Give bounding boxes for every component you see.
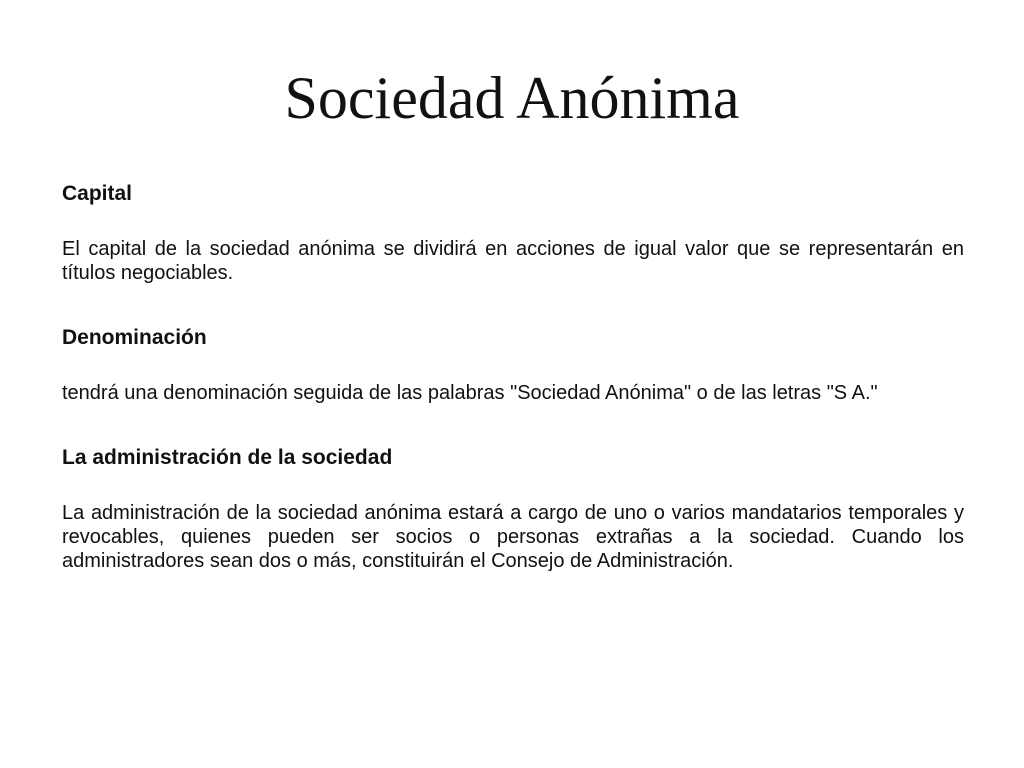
section-heading-administracion: La administración de la sociedad — [62, 446, 393, 469]
section-text-denominacion: tendrá una denominación seguida de las palabras "Sociedad Anónima" o de las letras "S A." — [62, 382, 878, 404]
section-text-administracion: La administración de la sociedad anónima estará a cargo de uno o varios mandatarios temporales y revocables, quienes pueden ser socios o personas extrañas a la sociedad. Cuando los administradores sean dos o más, constituirán el Consejo de Administración. — [62, 502, 964, 572]
section-heading-capital: Capital — [62, 182, 133, 205]
section-heading-denominacion: Denominación — [62, 326, 207, 349]
slide-title: Sociedad Anónima — [284, 65, 740, 131]
section-text-capital: El capital de la sociedad anónima se dividirá en acciones de igual valor que se representarán en títulos negociables. — [62, 238, 964, 284]
slide-content — [62, 180, 964, 573]
